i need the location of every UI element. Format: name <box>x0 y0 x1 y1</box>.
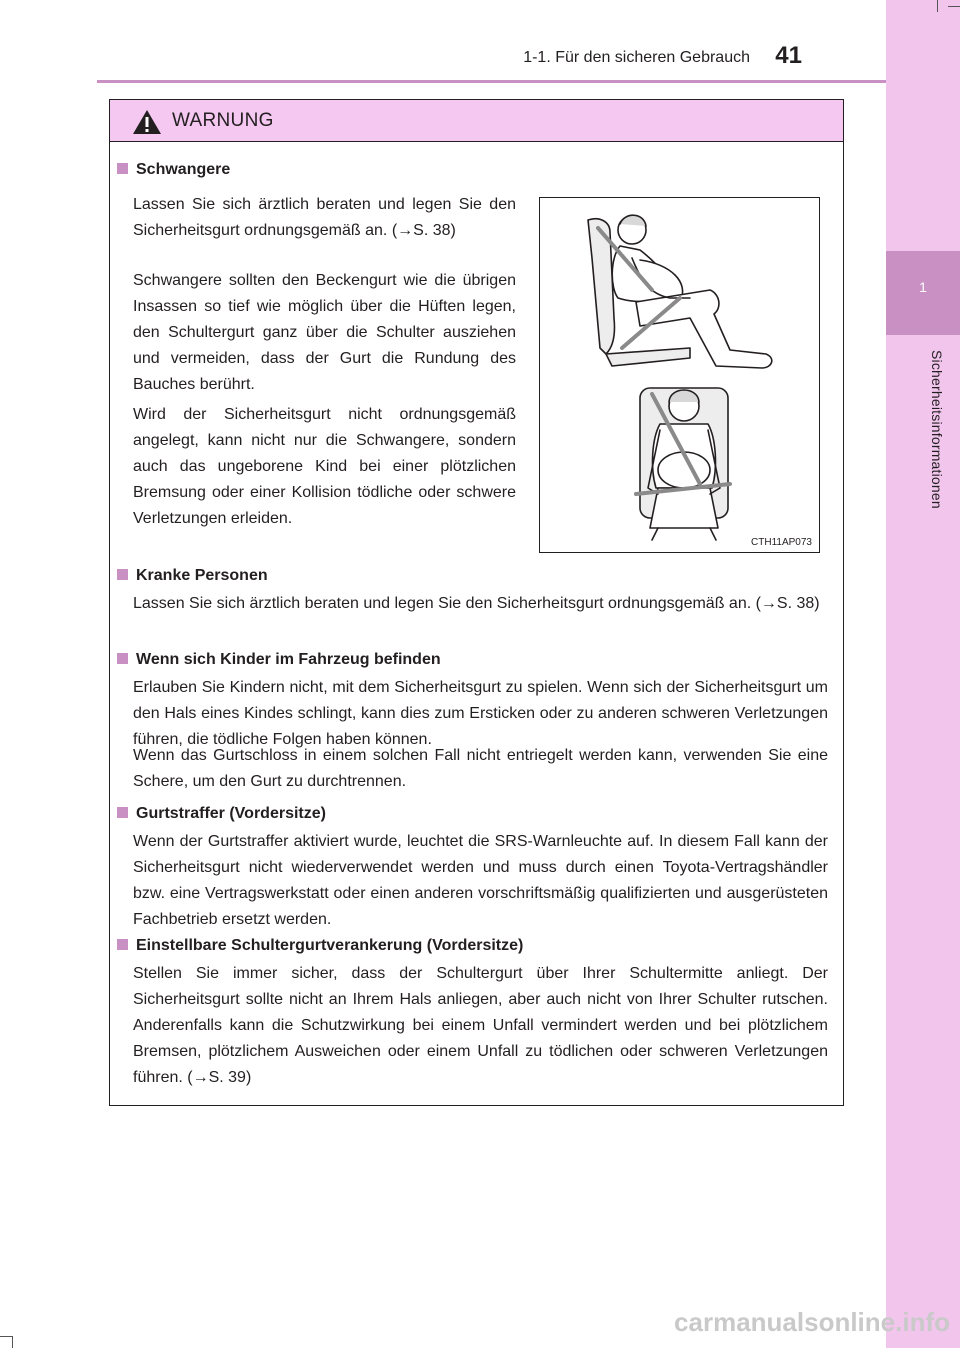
side-tab <box>886 0 960 1348</box>
section-title: 1-1. Für den sicheren Gebrauch <box>523 49 750 66</box>
page-number: 41 <box>775 42 802 69</box>
paragraph: Schwangere sollten den Beckengurt wie die übrigen Insassen so tief wie möglich über die Hüften legen, den Schultergurt ganz über die Schulter ausziehen und vermeiden, dass der Gurt die Rundung des Bauches berührt. <box>133 272 516 393</box>
warning-triangle-icon <box>132 109 162 135</box>
item-title-gurtstraffer: Gurtstraffer (Vordersitze) <box>117 805 326 823</box>
paragraph: Stellen Sie immer sicher, dass der Schultergurt über Ihrer Schultermitte anliegt. Der Sicherheitsgurt sollte nicht an Ihrem Hals anliegen, aber auch nicht von Ihrer Schulter rutschen. Anderenfalls kann die Schutzwirkung bei einem Unfall vermindert werden und bei plötzlichem Bremsen, plötzlichem Ausweichen oder einem Unfall zu tödlichen oder schweren Verletzungen führen. (→S. 39) <box>133 965 828 1086</box>
item-title-schultergurtverankerung: Einstellbare Schultergurtverankerung (Vordersitze) <box>117 937 523 955</box>
paragraph: Lassen Sie sich ärztlich beraten und legen Sie den Sicherheitsgurt ordnungsgemäß an. (→S. 38) <box>133 595 820 612</box>
square-bullet-icon <box>117 653 128 664</box>
square-bullet-icon <box>117 939 128 950</box>
square-bullet-icon <box>117 569 128 580</box>
page-header <box>0 0 886 82</box>
chapter-tab[interactable] <box>886 251 960 335</box>
crop-mark <box>12 1336 13 1348</box>
square-bullet-icon <box>117 163 128 174</box>
paragraph: Wird der Sicherheitsgurt nicht ordnungsgemäß angelegt, kann nicht nur die Schwangere, sondern auch das ungeborene Kind bei einer plötzlichen Bremsung oder einer Kollision tödliche oder schwere Verletzungen erleiden. <box>133 406 516 527</box>
chapter-number: 1 <box>919 279 927 295</box>
crop-mark <box>937 0 938 12</box>
crop-mark <box>948 6 960 7</box>
header-rule <box>97 80 886 83</box>
warning-title: WARNUNG <box>172 110 274 131</box>
chapter-label: Sicherheitsinformationen <box>929 350 945 509</box>
pregnant-seated-figure-icon <box>540 198 819 552</box>
seatbelt-illustration <box>539 197 820 553</box>
crop-mark <box>0 1336 12 1337</box>
item-title-schwangere: Schwangere <box>117 161 230 179</box>
item-title-kinder: Wenn sich Kinder im Fahrzeug befinden <box>117 651 441 669</box>
paragraph: Wenn das Gurtschloss in einem solchen Fall nicht entriegelt werden kann, verwenden Sie eine Schere, um den Gurt zu durchtrennen. <box>133 747 828 790</box>
item-title-kranke-personen: Kranke Personen <box>117 567 268 585</box>
paragraph: Wenn der Gurtstraffer aktiviert wurde, leuchtet die SRS-Warnleuchte auf. In diesem Fall kann der Sicherheitsgurt nicht wiederverwendet werden und muss durch einen Toyota-Vertragshändler bzw. eine Vertragswerkstatt oder einen anderen vorschriftsmäßig qualifizierten und ausgerüsteten Fachbetrieb ersetzt werden. <box>133 833 828 928</box>
paragraph: Lassen Sie sich ärztlich beraten und legen Sie den Sicherheitsgurt ordnungsgemäß an. (→S. 38) <box>133 196 516 239</box>
square-bullet-icon <box>117 807 128 818</box>
figure-code: CTH11AP073 <box>751 537 812 548</box>
paragraph: Erlauben Sie Kindern nicht, mit dem Sicherheitsgurt zu spielen. Wenn sich der Sicherheitsgurt um den Hals eines Kindes schlingt, kann dies zum Ersticken oder zu anderen schweren Verletzungen führen, die tödliche Folgen haben können. <box>133 679 828 748</box>
watermark: carmanualsonline.info <box>674 1307 950 1337</box>
warning-header <box>110 100 843 142</box>
